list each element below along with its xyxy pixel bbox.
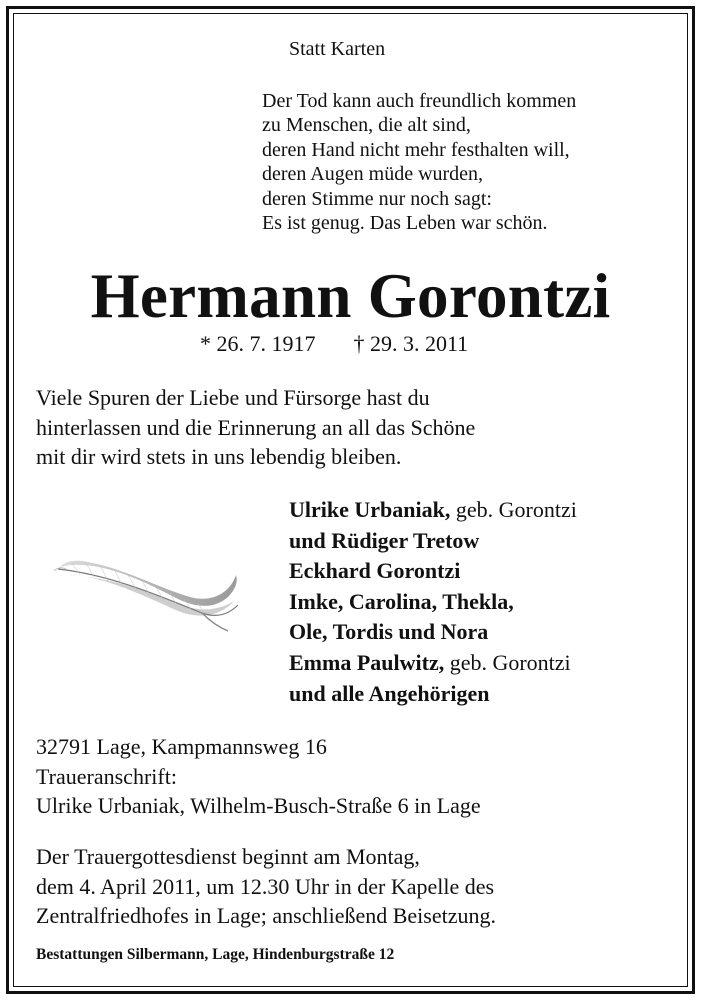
poem-line: deren Stimme nur noch sagt:: [262, 187, 492, 210]
mourners-list: [289, 495, 577, 709]
poem-line: zu Menschen, die alt sind,: [262, 114, 471, 137]
mourner-suffix: geb. Gorontzi: [444, 649, 571, 675]
mourner-name: Emma Paulwitz,: [289, 649, 445, 675]
address-line: Ulrike Urbaniak, Wilhelm-Busch-Straße 6 in Lage: [36, 793, 481, 818]
service-line: Zentralfriedhofes in Lage; anschließend Beisetzung.: [36, 903, 496, 928]
mourner-name: und Rüdiger Tretow: [289, 527, 480, 553]
feather-icon: [52, 545, 242, 635]
mourner-line: [289, 648, 577, 679]
mourner-name: und alle Angehörigen: [289, 680, 490, 706]
mourner-name: Imke, Carolina, Thekla,: [289, 588, 514, 614]
mourner-line: [289, 526, 577, 557]
mourner-line: [289, 556, 577, 587]
intro-text: Statt Karten: [289, 38, 386, 60]
address-line: Traueranschrift:: [36, 763, 177, 789]
service-line: Der Trauergottesdienst beginnt am Montag,: [36, 844, 420, 869]
mourner-name: Ole, Tordis und Nora: [289, 619, 489, 645]
mourner-line: [289, 617, 577, 648]
address-line: 32791 Lage, Kampmannsweg 16: [36, 734, 327, 759]
mourner-line: [289, 587, 577, 618]
mourner-name: Ulrike Urbaniak,: [289, 497, 451, 522]
mourner-line: [289, 495, 577, 526]
memory-line: hinterlassen und die Erinnerung an all das Schöne: [36, 414, 476, 440]
death-date: † 29. 3. 2011: [353, 331, 469, 356]
birth-date: * 26. 7. 1917: [200, 331, 316, 356]
mourner-suffix: geb. Gorontzi: [450, 497, 577, 522]
poem-line: deren Augen müde wurden,: [262, 163, 484, 186]
service-info: [36, 842, 496, 931]
memory-line: Viele Spuren der Liebe und Fürsorge hast du: [36, 385, 430, 410]
poem-line: deren Hand nicht mehr festhalten will,: [262, 138, 570, 161]
life-dates: [200, 330, 468, 358]
deceased-name: Hermann Gorontzi: [90, 261, 611, 331]
service-line: dem 4. April 2011, um 12.30 Uhr in der Kapelle des: [36, 873, 495, 899]
address-block: [36, 732, 481, 821]
undertaker-line: Bestattungen Silbermann, Lage, Hindenburgstraße 12: [36, 946, 395, 963]
memory-text: [36, 383, 475, 472]
memory-line: mit dir wird stets in uns lebendig bleiben.: [36, 444, 402, 469]
poem-line: Es ist genug. Das Leben war schön.: [262, 212, 548, 235]
poem-line: Der Tod kann auch freundlich kommen: [262, 90, 577, 112]
mourner-line: [289, 679, 577, 710]
mourner-name: Eckhard Gorontzi: [289, 558, 461, 584]
poem: [262, 89, 576, 235]
